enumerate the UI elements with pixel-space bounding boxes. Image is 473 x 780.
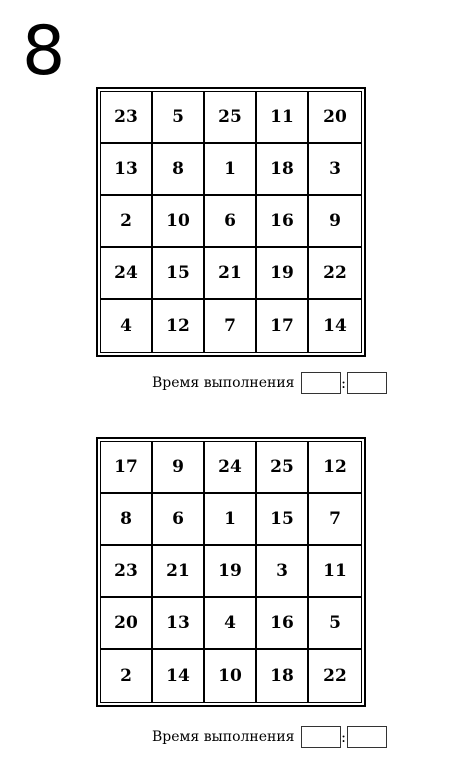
completion-time-row-2 bbox=[152, 725, 387, 749]
table-cell: 21 bbox=[205, 248, 257, 300]
table-cell: 12 bbox=[153, 300, 205, 352]
table-cell: 20 bbox=[309, 92, 361, 144]
table-cell: 16 bbox=[257, 598, 309, 650]
table-cell: 6 bbox=[153, 494, 205, 546]
table-cell: 24 bbox=[101, 248, 153, 300]
time-minutes-box[interactable] bbox=[301, 372, 341, 394]
completion-time-label: Время выполнения bbox=[152, 729, 295, 745]
completion-time-row-1 bbox=[152, 371, 387, 395]
table-cell: 18 bbox=[257, 144, 309, 196]
table-cell: 11 bbox=[309, 546, 361, 598]
table-cell: 21 bbox=[153, 546, 205, 598]
table-cell: 11 bbox=[257, 92, 309, 144]
table-cell: 22 bbox=[309, 248, 361, 300]
table-cell: 24 bbox=[205, 442, 257, 494]
table-cell: 12 bbox=[309, 442, 361, 494]
table-cell: 9 bbox=[309, 196, 361, 248]
page-number: 8 bbox=[22, 12, 66, 91]
table-cell: 22 bbox=[323, 666, 347, 686]
table-cell: 8 bbox=[153, 144, 205, 196]
table-cell: 25 bbox=[257, 442, 309, 494]
schulte-table-2 bbox=[96, 437, 366, 707]
table-cell: 1 bbox=[205, 494, 257, 546]
table-cell: 6 bbox=[205, 196, 257, 248]
time-separator: : bbox=[340, 373, 347, 392]
time-separator: : bbox=[340, 727, 347, 746]
time-seconds-box[interactable] bbox=[347, 372, 387, 394]
table-cell: 10 bbox=[205, 650, 257, 702]
table-cell: 1 bbox=[205, 144, 257, 196]
table-cell: 9 bbox=[153, 442, 205, 494]
table-cell: 3 bbox=[309, 144, 361, 196]
table-cell: 25 bbox=[205, 92, 257, 144]
table-cell: 13 bbox=[101, 144, 153, 196]
table-cell: 7 bbox=[309, 494, 361, 546]
table-cell: 14 bbox=[153, 650, 205, 702]
table-cell: 5 bbox=[153, 92, 205, 144]
table-cell: 23 bbox=[101, 92, 153, 144]
table-cell: 15 bbox=[257, 494, 309, 546]
table-cell: 23 bbox=[101, 546, 153, 598]
table-cell: 5 bbox=[309, 598, 361, 650]
table-cell: 19 bbox=[257, 248, 309, 300]
schulte-table-1 bbox=[96, 87, 366, 357]
table-cell: 14 bbox=[323, 316, 347, 336]
table-cell: 19 bbox=[205, 546, 257, 598]
table-cell: 20 bbox=[101, 598, 153, 650]
table-cell: 8 bbox=[101, 494, 153, 546]
table-cell: 17 bbox=[257, 300, 309, 352]
time-minutes-box[interactable] bbox=[301, 726, 341, 748]
table-cell: 13 bbox=[153, 598, 205, 650]
table-cell: 3 bbox=[257, 546, 309, 598]
table-cell: 4 bbox=[101, 300, 153, 352]
table-cell: 7 bbox=[205, 300, 257, 352]
table-cell: 16 bbox=[257, 196, 309, 248]
table-cell: 10 bbox=[153, 196, 205, 248]
table-cell: 15 bbox=[153, 248, 205, 300]
table-cell: 18 bbox=[257, 650, 309, 702]
table-cell: 17 bbox=[101, 442, 153, 494]
time-seconds-box[interactable] bbox=[347, 726, 387, 748]
completion-time-label: Время выполнения bbox=[152, 375, 295, 391]
table-cell: 2 bbox=[101, 196, 153, 248]
table-cell: 4 bbox=[205, 598, 257, 650]
table-cell: 2 bbox=[101, 650, 153, 702]
